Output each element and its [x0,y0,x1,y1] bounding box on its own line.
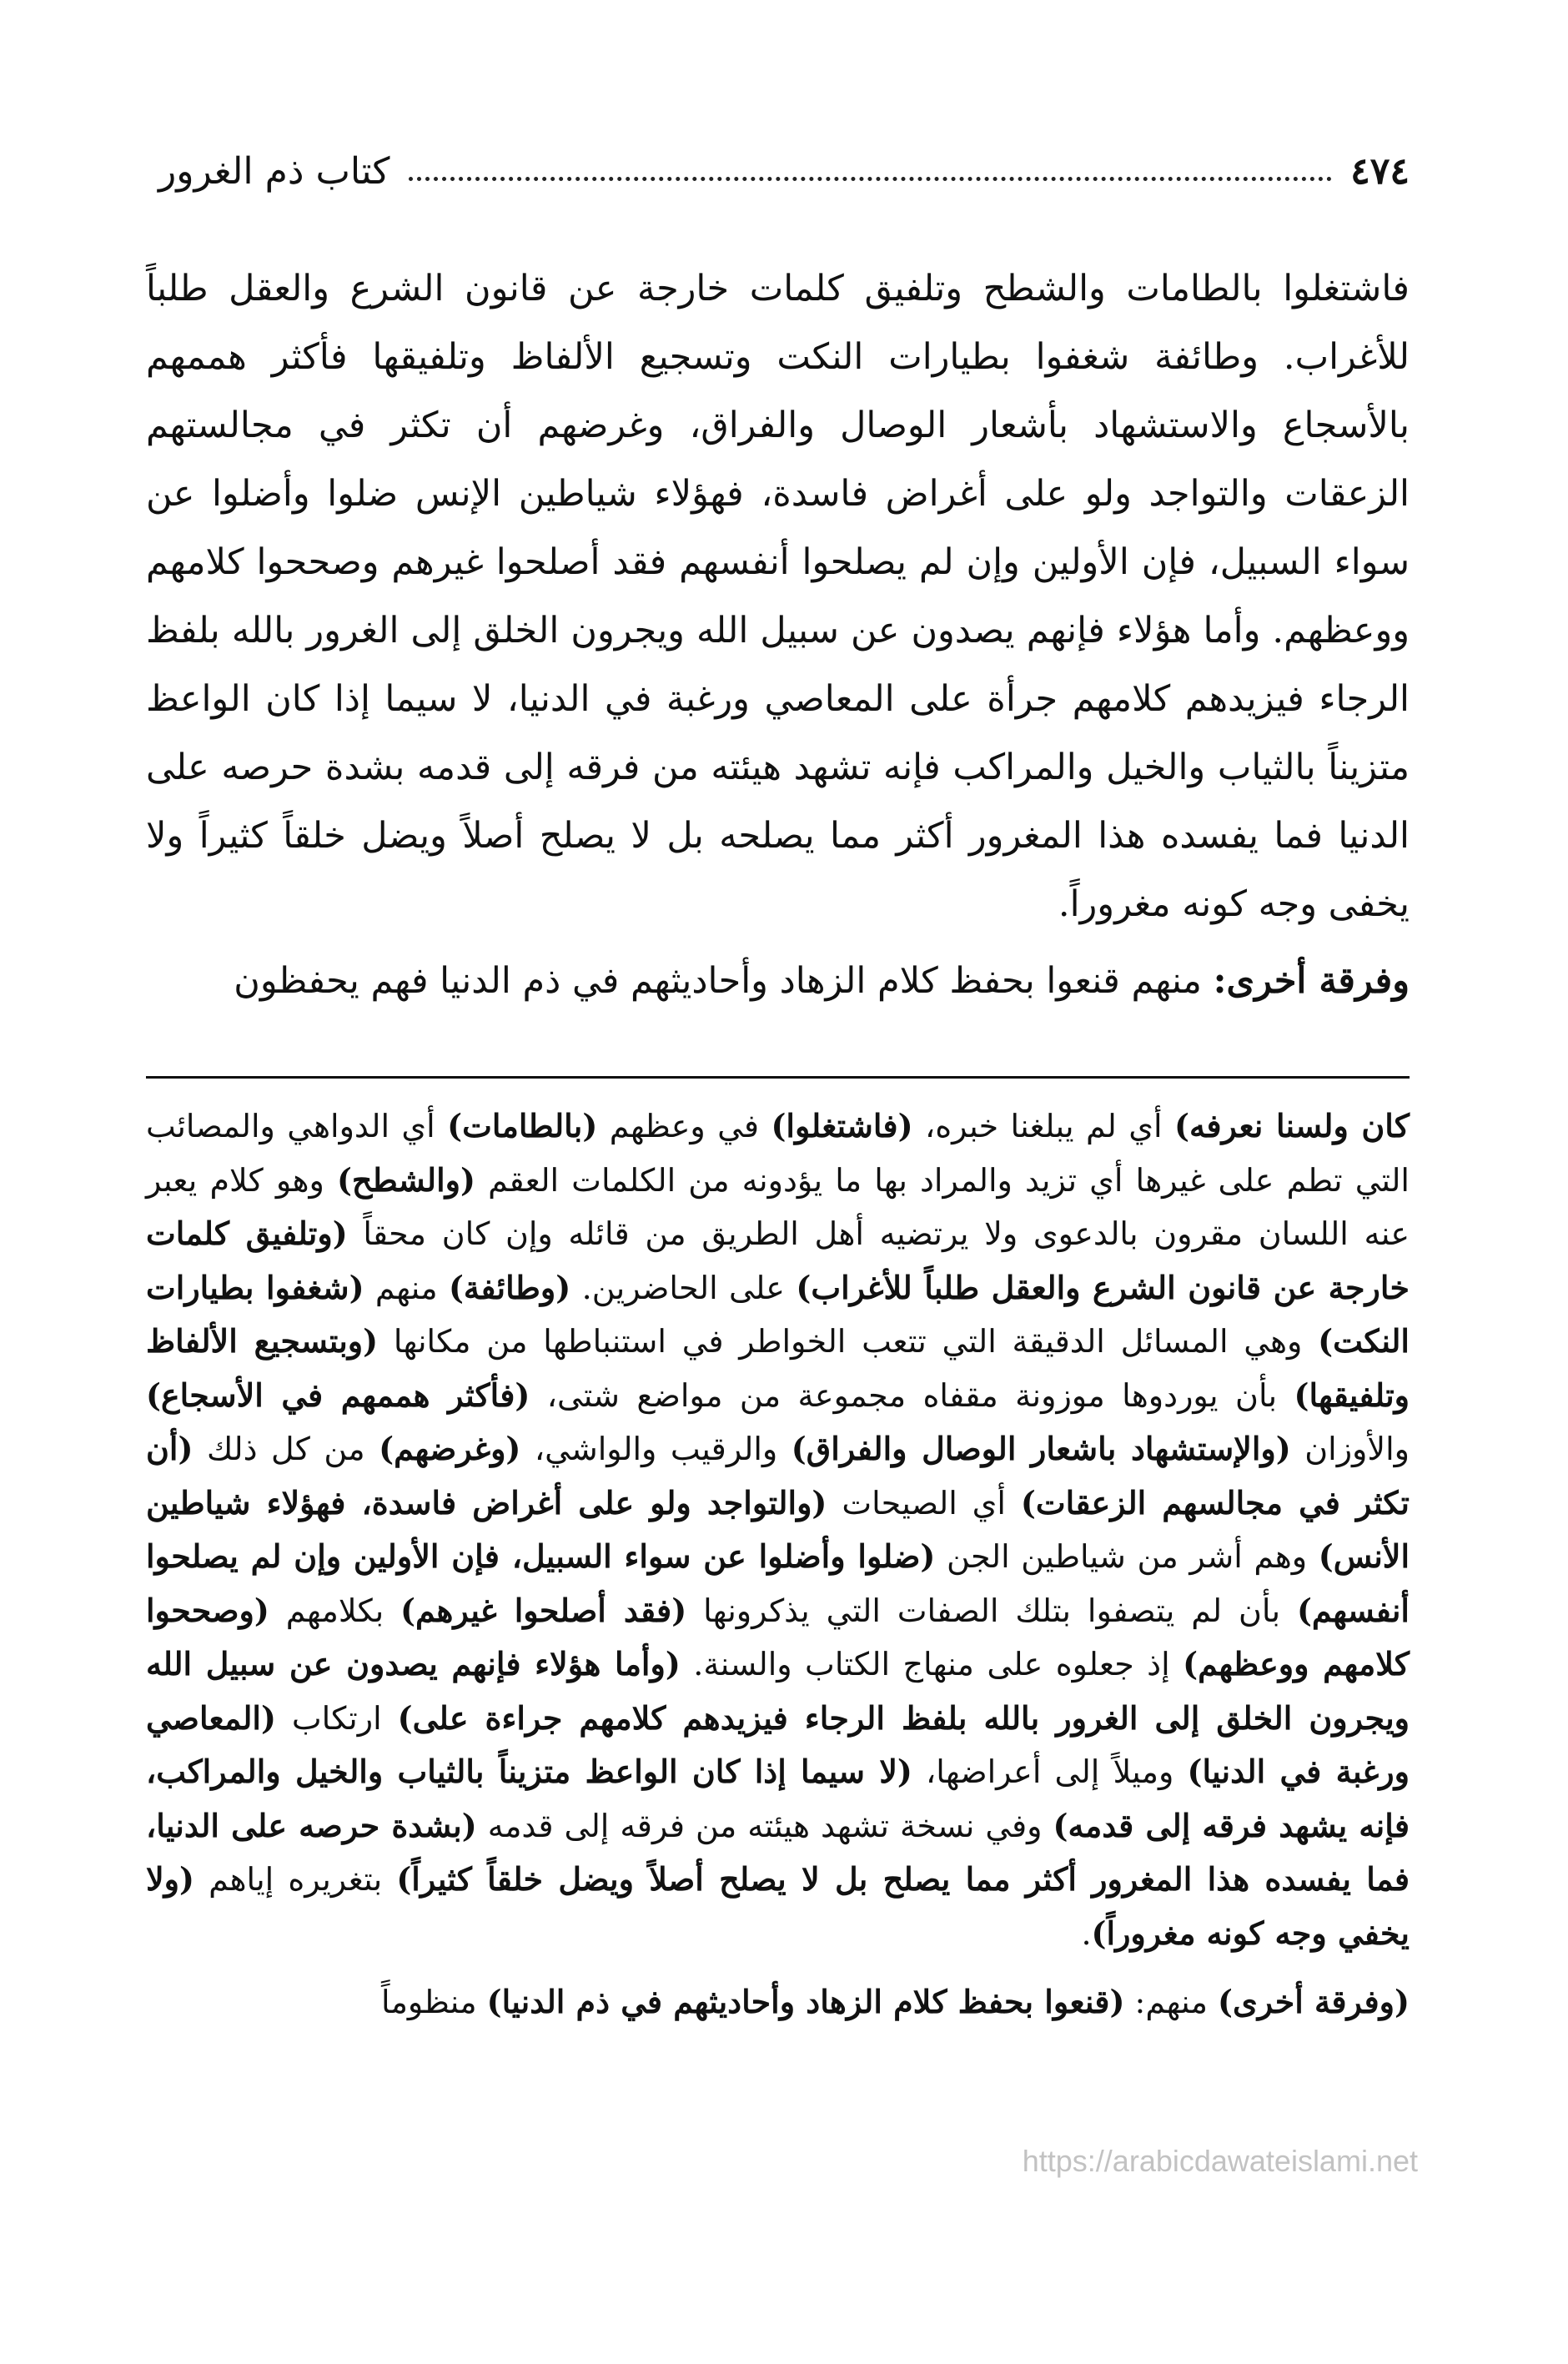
page-number: ٤٧٤ [1350,149,1410,193]
footnote-paragraph [146,1975,1410,2030]
commentary-text: منهم: [1124,1984,1219,2020]
quoted-text: (فاشتغلوا) [771,1107,913,1144]
running-title: كتاب ذم الغرور [158,149,390,193]
watermark-url: https://arabicdawateislami.net [1022,2144,1418,2178]
quoted-text: (فأكثر هممهم في الأسجاع) [146,1376,530,1414]
commentary-text: منهم [364,1269,449,1306]
paragraph-lead: وفرقة أخرى: [1213,960,1410,1002]
commentary-text: ارتكاب [275,1699,398,1737]
quoted-text: (وطائفة) [448,1268,571,1306]
commentary-text: بكلامهم [269,1592,401,1629]
main-text [146,254,1410,1015]
paragraph-text: منهم قنعوا بحفظ كلام الزهاد وأحاديثهم في ذم الدنيا فهم يحفظون [234,960,1202,1002]
commentary-text: منظوماً [381,1984,487,2020]
quoted-text: (فقد أصلحوا غيرهم) [400,1591,687,1629]
quoted-text: (وبتسجيع الألفاظ وتلفيقها) [146,1322,1410,1414]
commentary-text: وهي المسائل الدقيقة التي تتعب الخواطر في استنباطها من مكانها [378,1323,1319,1360]
footnote-separator [146,1076,1410,1079]
commentary-text: والأوزان [1290,1431,1410,1467]
main-paragraph: فاشتغلوا بالطامات والشطح وتلفيق كلمات خارجة عن قانون الشرع والعقل طلباً للأغراب. وطائفة شغفوا بطيارات النكت وتسجيع الألفاظ وتلفيقها فأكثر هممهم بالأسجاع والاستشهاد بأشعار الوصال والفراق، وغرضهم أن تكثر في مجالستهم الزعقات والتواجد ولو على أغراض فاسدة، فهؤلاء شياطين الإنس ضلوا وأضلوا عن سواء السبيل، فإن الأولين وإن لم يصلحوا أنفسهم فقد أصلحوا غيرهم وصححوا كلامهم ووعظهم. وأما هؤلاء فإنهم يصدون عن سبيل الله ويجرون الخلق إلى الغرور بالله بلفظ الرجاء فيزيدهم كلامهم جرأة على المعاصي ورغبة في الدنيا، لا سيما إذا كان الواعظ متزيناً بالثياب والخيل والمراكب فإنه تشهد هيئته من فرقه إلى قدمه بشدة حرصه على الدنيا فما يفسده هذا المغرور أكثر مما يصلحه بل لا يصلح أصلاً ويضل خلقاً كثيراً ولا يخفى وجه كونه مغروراً. [146,268,1410,925]
main-paragraph [146,947,1410,1015]
commentary-text: على الحاضرين. [570,1269,797,1306]
quoted-text: (والإستشهاد باشعار الوصال والفراق) [791,1430,1291,1467]
commentary-text: وفي نسخة تشهد هيئته من فرقه إلى قدمه [476,1807,1053,1844]
commentary-text: والرقيب والواشي، [520,1431,792,1467]
commentary-text: أي لم يبلغنا خبره، [912,1108,1163,1144]
commentary-text: أي الدواهي والمصائب التي تطم على غيرها أي تزيد والمراد بها ما يؤدونه من الكلمات العقم [146,1108,1410,1199]
page-header [158,142,1410,200]
commentary-text: من كل ذلك [193,1431,379,1467]
quoted-text: (وصححوا كلامهم ووعظهم) [146,1591,1410,1682]
quoted-text: (وأما هؤلاء فإنهم يصدون عن سبيل الله ويجرون الخلق إلى الغرور بالله بلفظ الرجاء فيزيدهم كلامهم جراءة على) [146,1645,1410,1737]
quoted-text: (شغفوا بطيارات النكت) [146,1268,1410,1360]
commentary-text: بتغريره إياهم [194,1861,397,1898]
quoted-text: (بالطامات) [447,1107,598,1144]
commentary-text: أي الصيحات [827,1484,1021,1522]
quoted-text: (لا سيما إذا كان الواعظ متزيناً بالثياب والخيل والمراكب، فإنه يشهد فرقه إلى قدمه) [146,1753,1410,1844]
quoted-text: كان ولسنا نعرفه) [1173,1107,1410,1144]
quoted-text: (وتلفيق كلمات خارجة عن قانون الشرع والعقل طلباً للأغراب) [146,1215,1410,1306]
quoted-text: (ولا يخفي وجه كونه مغروراً) [146,1860,1410,1952]
commentary-text: وميلاً إلى أعراضها، [912,1753,1188,1790]
commentary-text: في وعظهم [597,1108,771,1144]
commentary-text: بأن لم يتصفوا بتلك الصفات التي يذكرونها [686,1592,1297,1629]
quoted-text: (المعاصي ورغبة في الدنيا) [146,1698,1410,1790]
commentary-text: . [1081,1914,1092,1952]
quoted-text: (بشدة حرصه على الدنيا، فما يفسده هذا المغرور أكثر مما يصلح بل لا يصلح أصلاً ويضل خلقاً كثيراً) [146,1806,1410,1898]
footnote-paragraph [146,1099,1410,1960]
quoted-text: (وغرضهم) [379,1430,521,1467]
quoted-text: (والشطح) [336,1160,475,1199]
commentary-text: وهم أشر من شياطين الجن [935,1538,1319,1575]
quoted-text: (أن تكثر في مجالسهم الزعقات) [146,1430,1410,1522]
quoted-text: (ضلوا وأضلوا عن سواء السبيل، فإن الأولين وإن لم يصلحوا أنفسهم) [146,1537,1410,1629]
footnotes [146,1099,1410,2030]
header-dot-leader [409,177,1333,181]
quoted-text: (وفرقة أخرى) [1218,1983,1410,2020]
quoted-text: (والتواجد ولو على أغراض فاسدة، فهؤلاء شياطين الأنس) [146,1483,1410,1575]
commentary-text: إذ جعلوه على منهاج الكتاب والسنة. [680,1646,1184,1682]
commentary-text: بأن يوردوها موزونة مقفاه مجموعة من مواضع شتى، [530,1376,1294,1414]
commentary-text: وهو كلام يعبر عنه اللسان مقرون بالدعوى ولا يرتضيه أهل الطريق من قائله وإن كان محقاً [146,1161,1410,1252]
quoted-text: (قنعوا بحفظ كلام الزهاد وأحاديثهم في ذم الدنيا) [486,1983,1125,2020]
